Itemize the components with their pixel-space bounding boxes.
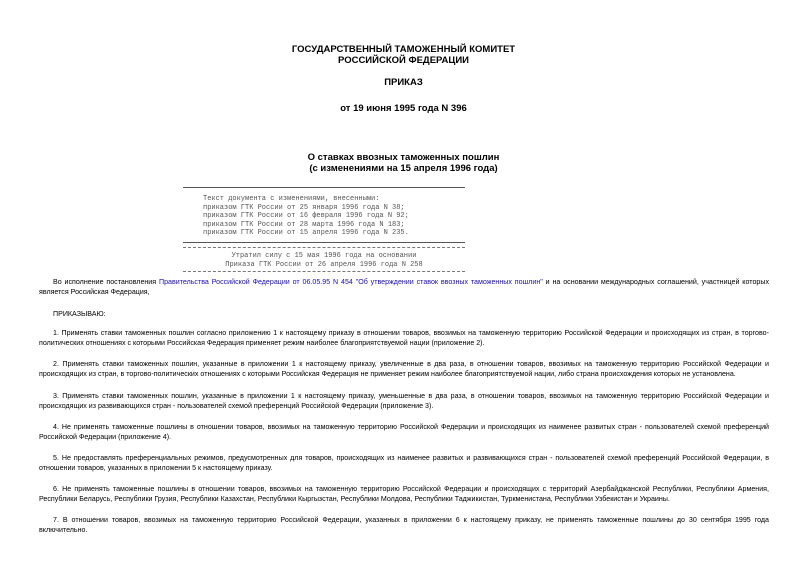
expired-top-rule bbox=[183, 247, 465, 248]
expired-line-1: Утратил силу с 15 мая 1996 года на основании bbox=[231, 252, 417, 260]
document-title: О ставках ввозных таможенных пошлин bbox=[307, 152, 500, 163]
changes-item[interactable]: приказом ГТК России от 15 апреля 1996 года N 235. bbox=[203, 229, 409, 238]
expired-bottom-rule bbox=[183, 271, 465, 272]
document-title-revision: (с изменениями на 15 апреля 1996 года) bbox=[309, 163, 498, 174]
clause-7: 7. В отношении товаров, ввозимых на таможенную территорию Российской Федерации, указанных в приложении 6 к настоящему приказу, не применять таможенные пошлины до 30 сентября 1995 года включительно. bbox=[39, 516, 769, 535]
clause-4: 4. Не применять таможенные пошлины в отношении товаров, ввозимых на таможенную территорию Российской Федерации и происходящих из наименее развитых стран - пользователей схемой преференций Российской Федерации (приложение 4). bbox=[39, 423, 769, 442]
clause-6: 6. Не применять таможенные пошлины в отношении товаров, ввозимых на таможенную территорию Российской Федерации и происходящих с территорий Азербайджанской Республики, Республики Армения, Республики Беларусь, Республики Грузия, Республики Казахстан, Республики Кыргызстан, Республики Молдова, Республики Таджикистан, Туркменистана, Республики Узбекистан и Украины. bbox=[39, 485, 769, 504]
clause-2: 2. Применять ставки таможенных пошлин, указанные в приложении 1 к настоящему приказу, увеличенные в два раза, в отношении товаров, ввозимых на таможенную территорию Российской Федерации и происходящих из стран, в торгово-политических отношениях с которыми Российская Федерация не применяет режим наиболее благоприятствуемой нации, либо страна происхождения которых не установлена. bbox=[39, 360, 769, 379]
clause-5: 5. Не предоставлять преференциальных режимов, предусмотренных для товаров, происходящих из наименее развитых и развивающихся стран - пользователей схемой преференций Российской Федерации, в отношении товаров, указанных в приложении 5 к настоящему приказу. bbox=[39, 454, 769, 473]
document-date: от 19 июня 1995 года N 396 bbox=[340, 103, 467, 114]
changes-intro: Текст документа с изменениями, внесенными: bbox=[203, 195, 380, 203]
clause-3: 3. Применять ставки таможенных пошлин, указанные в приложении 1 к настоящему приказу, уменьшенные в два раза, в отношении товаров, ввозимых на таможенную территорию Российской Федерации и происходящих из развивающихся стран - пользователей схемой преференций Российской Федерации (приложение 3). bbox=[39, 392, 769, 411]
expired-box bbox=[183, 252, 465, 269]
changes-box bbox=[203, 195, 409, 238]
clause-1: 1. Применять ставки таможенных пошлин согласно приложению 1 к настоящему приказу в отношении товаров, ввозимых на таможенную территорию Российской Федерации и происходящих из стран, в торгово-политических отношениях с которыми Российская Федерация применяет режим наиболее благоприятствуемой нации (приложение 2). bbox=[39, 329, 769, 348]
changes-top-rule bbox=[183, 187, 465, 188]
changes-bottom-rule bbox=[183, 242, 465, 243]
issuer-line-1: ГОСУДАРСТВЕННЫЙ ТАМОЖЕННЫЙ КОМИТЕТ bbox=[291, 44, 516, 55]
government-decree-link[interactable]: Правительства Российской Федерации от 06.05.95 N 454 "Об утверждении ставок ввозных таможенных пошлин" bbox=[158, 278, 543, 286]
changes-item[interactable]: приказом ГТК России от 16 февраля 1996 года N 92; bbox=[203, 212, 409, 221]
intro-paragraph: Во исполнение постановления Правительства Российской Федерации от 06.05.95 N 454 "Об утверждении ставок ввозных таможенных пошлин" и на основании международных соглашений, участницей которых является Российская Федерация, bbox=[39, 278, 769, 297]
changes-item[interactable]: приказом ГТК России от 25 января 1996 года N 38; bbox=[203, 203, 405, 212]
expired-line-2[interactable]: Приказа ГТК России от 26 апреля 1996 года N 258 bbox=[225, 260, 423, 269]
document-type: ПРИКАЗ bbox=[384, 77, 423, 88]
issuer-line-2: РОССИЙСКОЙ ФЕДЕРАЦИИ bbox=[337, 55, 469, 66]
changes-item[interactable]: приказом ГТК России от 28 марта 1996 года N 183; bbox=[203, 220, 405, 229]
order-word: ПРИКАЗЫВАЮ: bbox=[53, 310, 106, 318]
